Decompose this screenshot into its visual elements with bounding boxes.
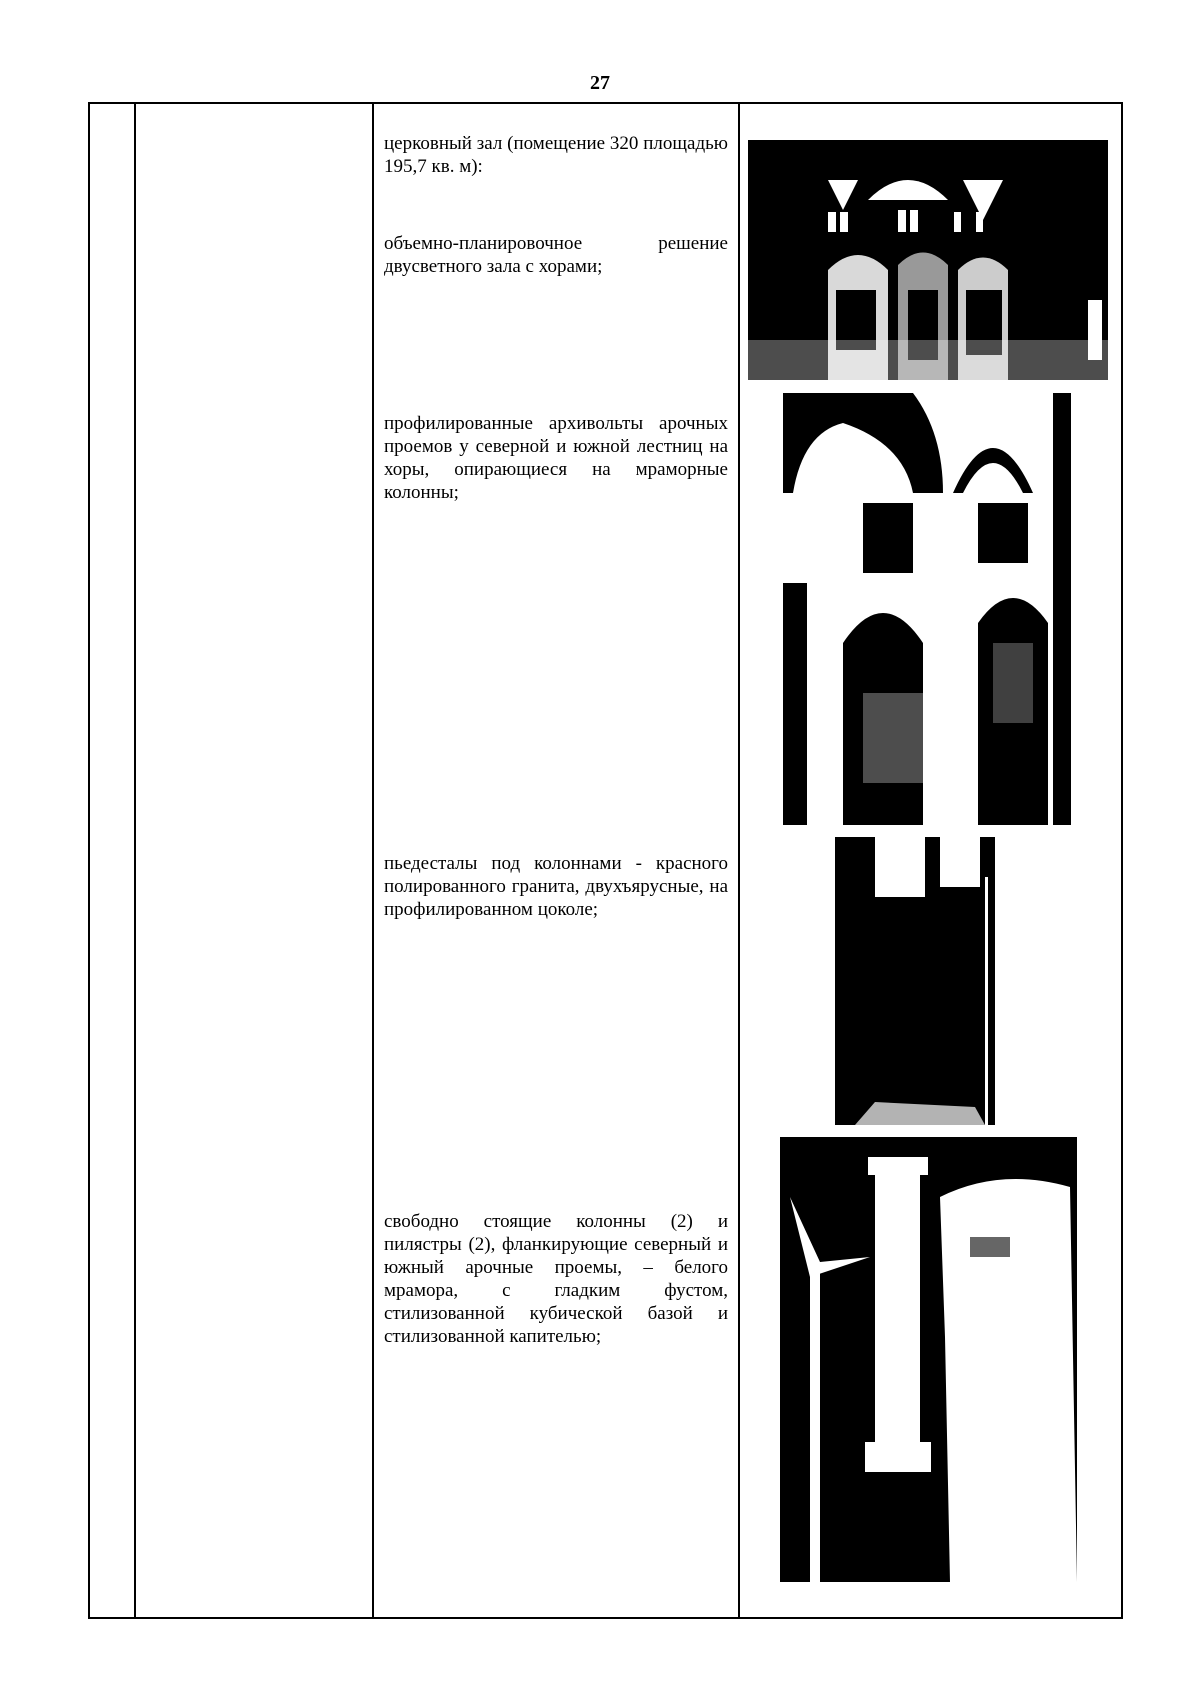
page-number: 27 [590,72,610,94]
section-text-layout: объемно-планировочное решение двусветного зала с хорами; [384,233,728,277]
section-text-pedestals: пьедесталы под колоннами - красного полированного гранита, двухъярусные, на профилированном цоколе; [384,853,728,920]
arches-and-staircase-photo [783,393,1071,825]
section-text-columns: свободно стоящие колонны (2) и пилястры (2), фланкирующие северный и южный арочные проемы, – белого мрамора, с гладким фустом, стилизованной кубической базой и стилизованной капителью; [384,1211,728,1347]
marble-column-photo [780,1137,1077,1582]
section-text-archivolts: профилированные архивольты арочных проемов у северной и южной лестниц на хоры, опирающиеся на мраморные колонны; [384,413,728,503]
column-divider-2 [372,104,374,1617]
column-divider-1 [134,104,136,1617]
column-divider-3 [738,104,740,1617]
column-pedestal-photo [835,837,1023,1125]
church-hall-interior-photo [748,140,1108,380]
section-text-hall: церковный зал (помещение 320 площадью 195,7 кв. м): [384,133,728,177]
